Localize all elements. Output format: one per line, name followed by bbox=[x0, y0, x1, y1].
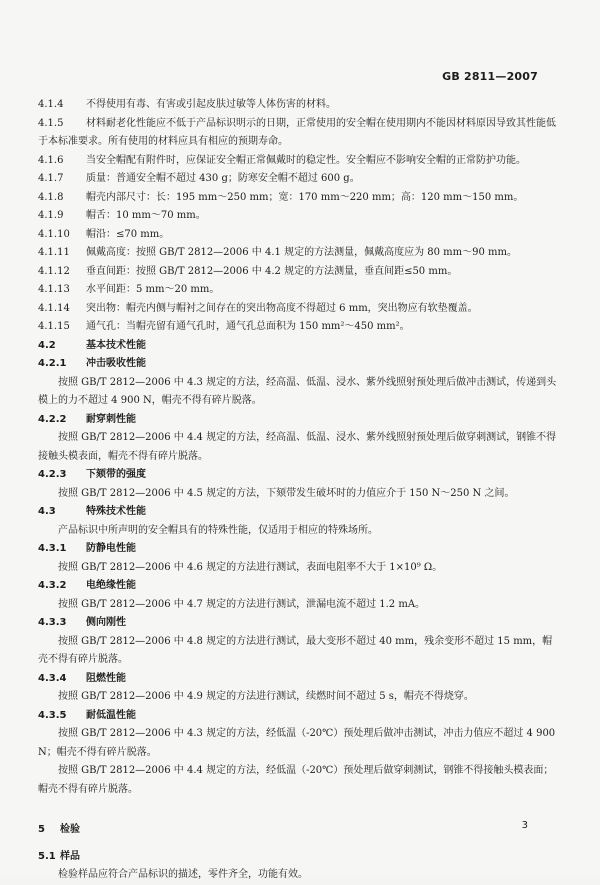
section-4-3-2-body: 按照 GB/T 2812—2006 中 4.7 规定的方法进行测试，泄漏电流不超过 1.2 mA。 bbox=[58, 598, 426, 610]
section-4-2-heading: 4.2 基本技术性能 bbox=[38, 339, 146, 351]
section-4-3-1-body: 按照 GB/T 2812—2006 中 4.6 规定的方法进行测试，表面电阻率不大于 1×10⁹ Ω。 bbox=[58, 561, 443, 573]
clause-4-1-12: 4.1.12 垂直间距：按照 GB/T 2812—2006 中 4.2 规定的方法测量，垂直间距≤50 mm。 bbox=[38, 265, 458, 277]
clause-4-1-14: 4.1.14 突出物：帽壳内侧与帽衬之间存在的突出物高度不得超过 6 mm，突出物应有软垫覆盖。 bbox=[38, 302, 478, 314]
document-body bbox=[38, 96, 558, 885]
section-4-3-1-heading: 4.3.1 防静电性能 bbox=[38, 543, 136, 554]
section-4-3-4-heading: 4.3.4 阻燃性能 bbox=[38, 672, 126, 684]
section-4-3-5-body-impact: 按照 GB/T 2812—2006 中 4.3 规定的方法，经低温（-20℃）预处理后做冲击测试，冲击力值应不超过 4 900 N；帽壳不得有碎片脱落。 bbox=[38, 728, 556, 758]
clause-4-1-15: 4.1.15 通气孔：当帽壳留有通气孔时，通气孔总面积为 150 mm²～450 mm²。 bbox=[38, 321, 410, 332]
section-4-2-3-heading: 4.2.3 下颏带的强度 bbox=[38, 469, 146, 480]
section-4-3-5-body-puncture: 按照 GB/T 2812—2006 中 4.4 规定的方法，经低温（-20℃）预处理后做穿刺测试，钢锥不得接触头模表面；帽壳不得有碎片脱落。 bbox=[38, 765, 554, 795]
section-4-2-2-body: 按照 GB/T 2812—2006 中 4.4 规定的方法，经高温、低温、浸水、紫外线照射预处理后做穿刺测试，钢锥不得接触头模表面，帽壳不得有碎片脱落。 bbox=[38, 432, 557, 462]
section-4-3-3-heading: 4.3.3 侧向刚性 bbox=[38, 617, 126, 628]
section-4-3-2-heading: 4.3.2 电绝缘性能 bbox=[38, 580, 136, 591]
section-4-3-5-heading: 4.3.5 耐低温性能 bbox=[38, 709, 136, 721]
section-5-1-body: 检验样品应符合产品标识的描述，零件齐全，功能有效。 bbox=[58, 869, 308, 880]
clause-4-1-6: 4.1.6 当安全帽配有附件时，应保证安全帽正常佩戴时的稳定性。安全帽应不影响安全帽的正常防护功能。 bbox=[38, 154, 526, 166]
section-4-3-4-body: 按照 GB/T 2812—2006 中 4.9 规定的方法进行测试，续燃时间不超过 5 s，帽壳不得烧穿。 bbox=[58, 691, 474, 702]
section-4-2-3-body: 按照 GB/T 2812—2006 中 4.5 规定的方法，下颏带发生破坏时的力值应介于 150 N～250 N 之间。 bbox=[58, 487, 515, 499]
clause-4-1-13: 4.1.13 水平间距：5 mm～20 mm。 bbox=[38, 284, 220, 295]
section-4-3-body: 产品标识中所声明的安全帽具有的特殊性能，仅适用于相应的特殊场所。 bbox=[58, 524, 378, 536]
chapter-5-heading: 5 检验 bbox=[38, 824, 80, 835]
clause-4-1-8: 4.1.8 帽壳内部尺寸：长：195 mm～250 mm；宽：170 mm～220 mm；高：120 mm～150 mm。 bbox=[38, 191, 524, 203]
section-4-3-3-body: 按照 GB/T 2812—2006 中 4.8 规定的方法进行测试，最大变形不超过 40 mm，残余变形不超过 15 mm，帽壳不得有碎片脱落。 bbox=[38, 635, 553, 665]
clause-4-1-10: 4.1.10 帽沿：≤70 mm。 bbox=[38, 228, 170, 240]
clause-4-1-9: 4.1.9 帽舌：10 mm～70 mm。 bbox=[38, 210, 206, 221]
page-number: 3 bbox=[521, 820, 528, 831]
clause-4-1-4: 4.1.4 不得使用有毒、有害或引起皮肤过敏等人体伤害的材料。 bbox=[38, 99, 336, 110]
standard-code: GB 2811—2007 bbox=[442, 70, 538, 83]
clause-4-1-11: 4.1.11 佩戴高度：按照 GB/T 2812—2006 中 4.1 规定的方法测量，佩戴高度应为 80 mm～90 mm。 bbox=[38, 247, 517, 258]
clause-4-1-5: 4.1.5 材料耐老化性能应不低于产品标识明示的日期，正常使用的安全帽在使用期内不能因材料原因导致其性能低于本标准要求。所有使用的材料应具有相应的预期寿命。 bbox=[38, 117, 556, 147]
section-4-3-heading: 4.3 特殊技术性能 bbox=[38, 506, 146, 517]
section-4-2-1-body: 按照 GB/T 2812—2006 中 4.3 规定的方法，经高温、低温、浸水、紫外线照射预处理后做冲击测试，传递到头模上的力不超过 4 900 N，帽壳不得有碎片脱落。 bbox=[38, 376, 557, 406]
section-5-1-heading: 5.1 样品 bbox=[38, 850, 80, 862]
section-4-2-1-heading: 4.2.1 冲击吸收性能 bbox=[38, 358, 146, 369]
clause-4-1-7: 4.1.7 质量：普通安全帽不超过 430 g；防寒安全帽不超过 600 g。 bbox=[38, 173, 360, 184]
section-4-2-2-heading: 4.2.2 耐穿刺性能 bbox=[38, 413, 136, 425]
